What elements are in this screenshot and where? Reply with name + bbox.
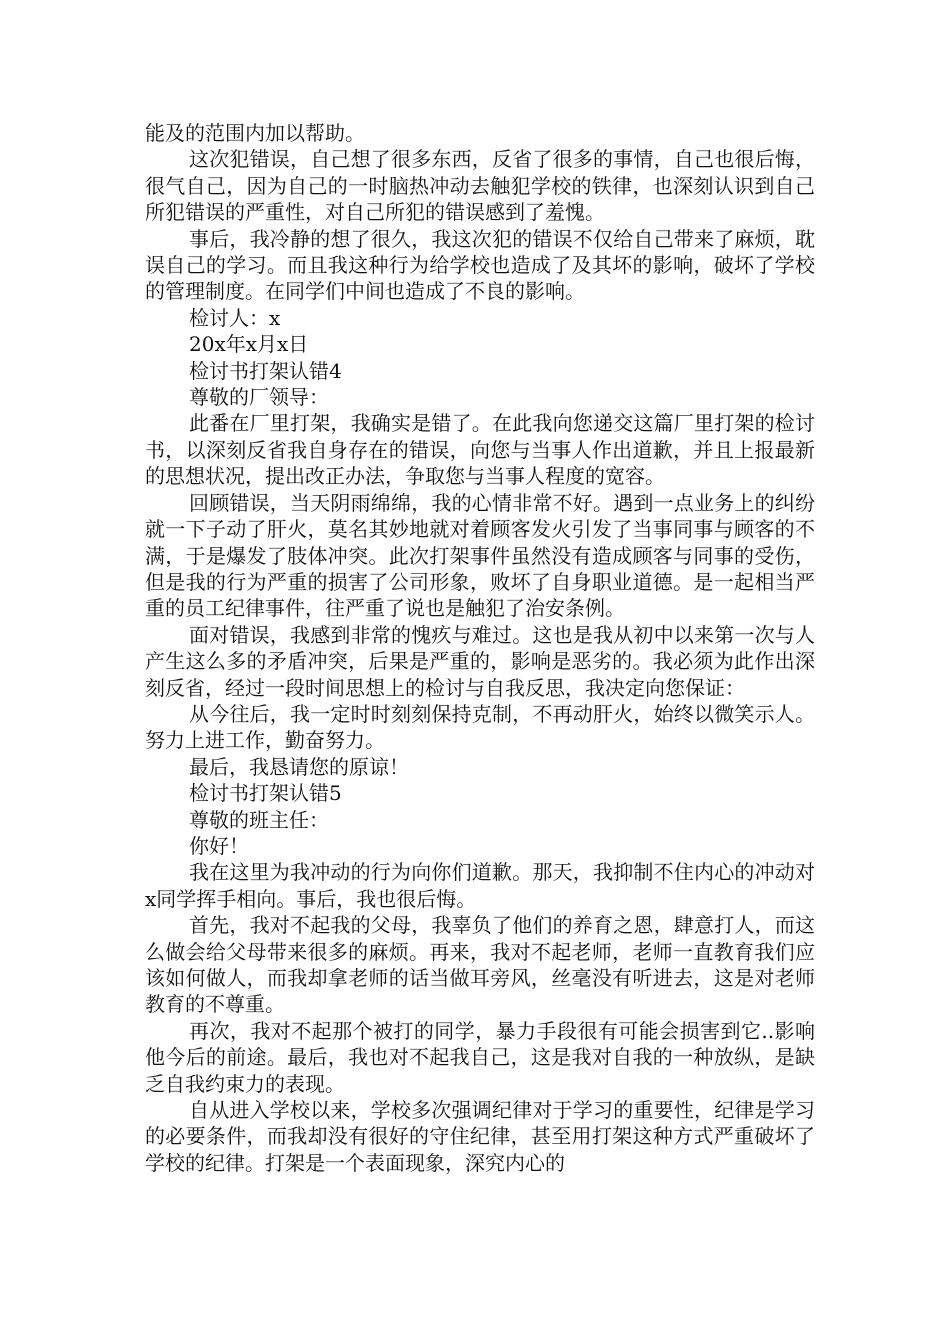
section-title: 检讨书打架认错5: [189, 781, 342, 806]
salutation: 尊敬的班主任：: [189, 807, 329, 832]
paragraph: 面对错误，我感到非常的愧疚与难过。这也是我从初中以来第一次与人产生这么多的矛盾冲突，后果是严重的，影响是恶劣的。我必须为此作出深刻反省，经过一段时间思想上的检讨与自我反思，我决定向您保证：: [145, 622, 815, 700]
paragraph: 事后，我冷静的想了很久，我这次犯的错误不仅给自己带来了麻烦，耽误自己的学习。而且我这种行为给学校也造成了及其坏的影响，破坏了学校的管理制度。在同学们中间也造成了不良的影响。: [145, 226, 815, 304]
paragraph: 这次犯错误，自己想了很多东西，反省了很多的事情，自己也很后悔，很气自己，因为自己的一时脑热冲动去触犯学校的铁律，也深刻认识到自己所犯错误的严重性，对自己所犯的错误感到了羞愧。: [145, 147, 815, 225]
salutation: 尊敬的厂领导：: [189, 385, 329, 410]
paragraph: 我在这里为我冲动的行为向你们道歉。那天，我抑制不住内心的冲动对x同学挥手相向。事后，我也很后悔。: [145, 860, 815, 911]
paragraph: 自从进入学校以来，学校多次强调纪律对于学习的重要性，纪律是学习的必要条件，而我却没有很好的守住纪律，甚至用打架这种方式严重破坏了学校的纪律。打架是一个表面现象，深究内心的: [145, 1098, 815, 1175]
paragraph: 从今往后，我一定时时刻刻保持克制，不再动肝火，始终以微笑示人。努力上进工作，勤奋努力。: [145, 701, 815, 753]
paragraph: 回顾错误，当天阴雨绵绵，我的心情非常不好。遇到一点业务上的纠纷就一下子动了肝火，莫名其妙地就对着顾客发火引发了当事同事与顾客的不满，于是爆发了肢体冲突。此次打架事件虽然没有造成顾客与同事的受伤，但是我的行为严重的损害了公司形象，败坏了自身职业道德。是一起相当严重的员工纪律事件，往严重了说也是触犯了治安条例。: [145, 490, 815, 621]
date-line: 20x年x月x日: [189, 332, 309, 357]
paragraph-continuation: 能及的范围内加以帮助。: [145, 121, 365, 145]
paragraph: 此番在厂里打架，我确实是错了。在此我向您递交这篇厂里打架的检讨书，以深刻反省我自身存在的错误，向您与当事人作出道歉，并且上报最新的思想状况，提出改正办法，争取您与当事人程度的宽容。: [145, 411, 815, 489]
greeting: 你好！: [189, 833, 249, 858]
paragraph: 首先，我对不起我的父母，我辜负了他们的养育之恩，肆意打人，而这么做会给父母带来很多的麻烦。再来，我对不起老师，老师一直教育我们应该如何做人，而我却拿老师的话当做耳旁风，丝毫没有听进去，这是对老师教育的不尊重。: [145, 913, 815, 1017]
signature-line: 检讨人：x: [189, 305, 281, 330]
document-page: [145, 120, 815, 1176]
paragraph: 再次，我对不起那个被打的同学，暴力手段很有可能会损害到它..影响他今后的前途。最后，我也对不起我自己，这是我对自我的一种放纵，是缺乏自我约束力的表现。: [145, 1018, 815, 1096]
paragraph: 最后，我恳请您的原谅！: [189, 754, 409, 779]
section-title: 检讨书打架认错4: [189, 358, 342, 383]
